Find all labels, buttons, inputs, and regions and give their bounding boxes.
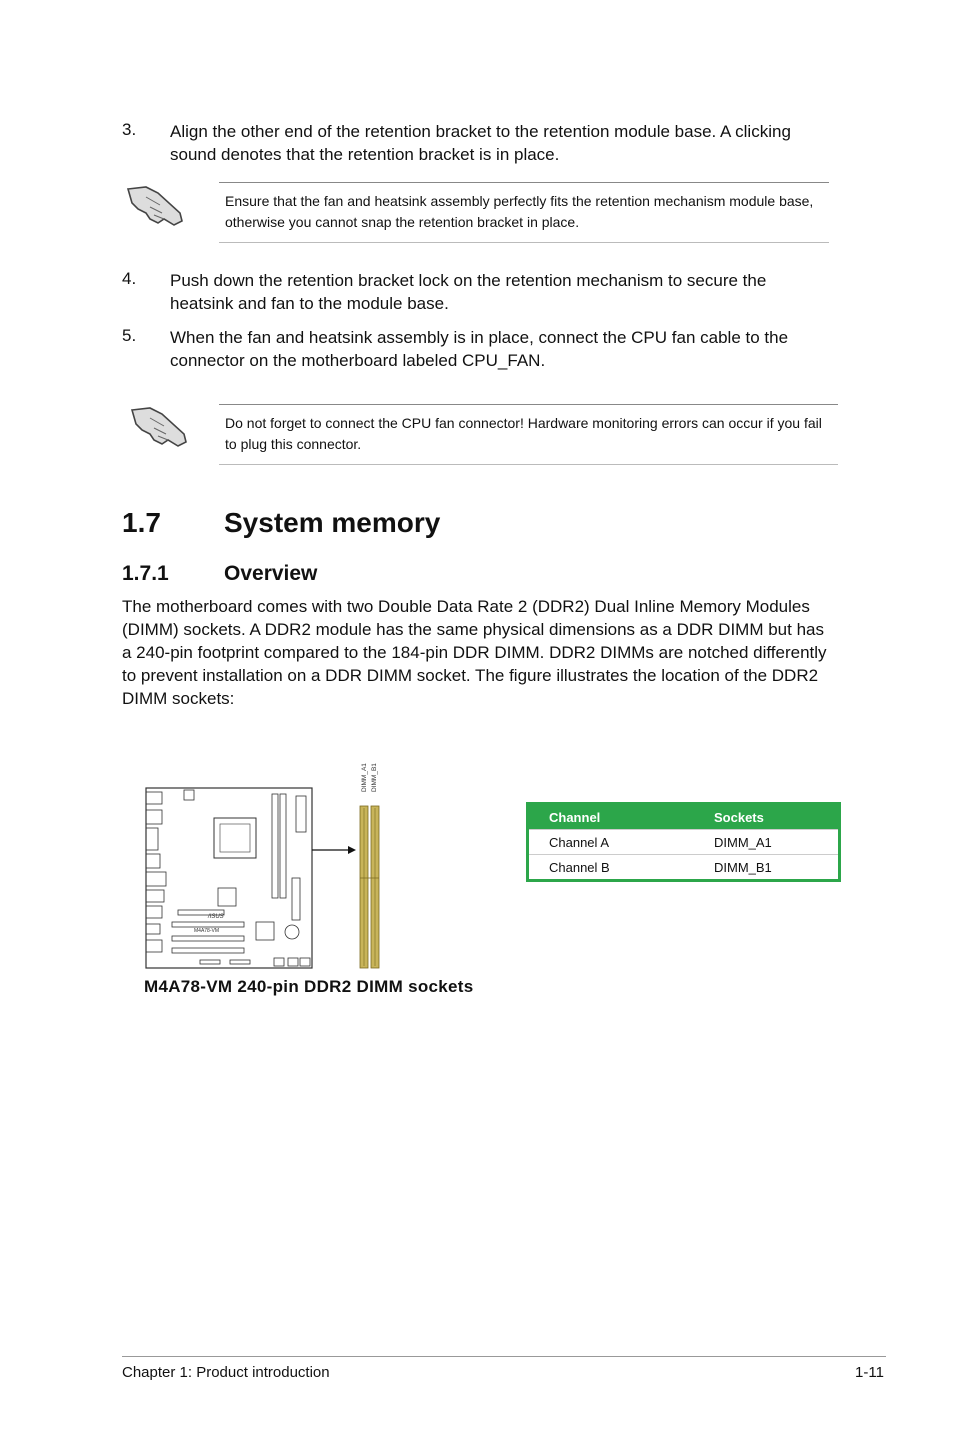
motherboard-diagram (140, 748, 390, 974)
step-number: 4. (122, 269, 137, 288)
footer-chapter: Chapter 1: Product introduction (122, 1364, 330, 1381)
footer-divider (122, 1356, 886, 1357)
board-logo: /ISUS (208, 914, 224, 920)
subsection-title: Overview (224, 562, 318, 585)
step-text: Align the other end of the retention bracket to the retention module base. A clicking sound denotes that the retention bracket is in place. (170, 122, 791, 164)
note-box (219, 182, 829, 243)
step-number: 5. (122, 326, 137, 345)
table-row (528, 830, 840, 855)
dimm-label-b1: DIMM_B1 (371, 763, 378, 792)
overview-paragraph: The motherboard comes with two Double Data Rate 2 (DDR2) Dual Inline Memory Modules (DIMM) sockets. A DDR2 module has the same physical dimensions as a DDR DIMM but has a 240-pin footprint compared to the 184-pin DDR DIMM. DDR2 DIMMs are notched differently to prevent installation on a DDR DIMM socket. The figure illustrates the location of the DDR2 DIMM sockets: (122, 597, 827, 708)
section-title: System memory (224, 507, 441, 538)
note-text: Do not forget to connect the CPU fan connector! Hardware monitoring errors can occur if you fail to plug this connector. (225, 415, 822, 452)
table-cell-channel: Channel A (528, 830, 695, 855)
note-box (219, 404, 838, 465)
note-text: Ensure that the fan and heatsink assembly perfectly fits the retention mechanism module base, otherwise you cannot snap the retention bracket in place. (225, 193, 814, 230)
table-cell-channel: Channel B (528, 855, 695, 881)
table-header-channel: Channel (528, 804, 695, 830)
dimm-label-a1: DIMM_A1 (361, 763, 368, 792)
step-text: Push down the retention bracket lock on the retention mechanism to secure the heatsink and fan to the module base. (170, 271, 767, 313)
channel-table (526, 802, 841, 882)
table-header-row (528, 804, 840, 830)
pointing-hand-icon (124, 183, 188, 229)
table-cell-socket: DIMM_B1 (694, 855, 840, 881)
subsection-number: 1.7.1 (122, 562, 169, 585)
table-header-sockets: Sockets (694, 804, 840, 830)
arrow-head (348, 846, 356, 854)
board-model-label: M4A78-VM (194, 928, 220, 934)
figure-caption: M4A78-VM 240-pin DDR2 DIMM sockets (144, 977, 474, 996)
pointing-hand-icon (128, 404, 192, 450)
footer-page-number: 1-11 (855, 1364, 884, 1381)
table-row (528, 855, 840, 881)
step-text: When the fan and heatsink assembly is in place, connect the CPU fan cable to the connector on the motherboard labeled CPU_FAN. (170, 328, 789, 370)
table-cell-socket: DIMM_A1 (694, 830, 840, 855)
step-number: 3. (122, 120, 137, 139)
section-number: 1.7 (122, 507, 161, 538)
